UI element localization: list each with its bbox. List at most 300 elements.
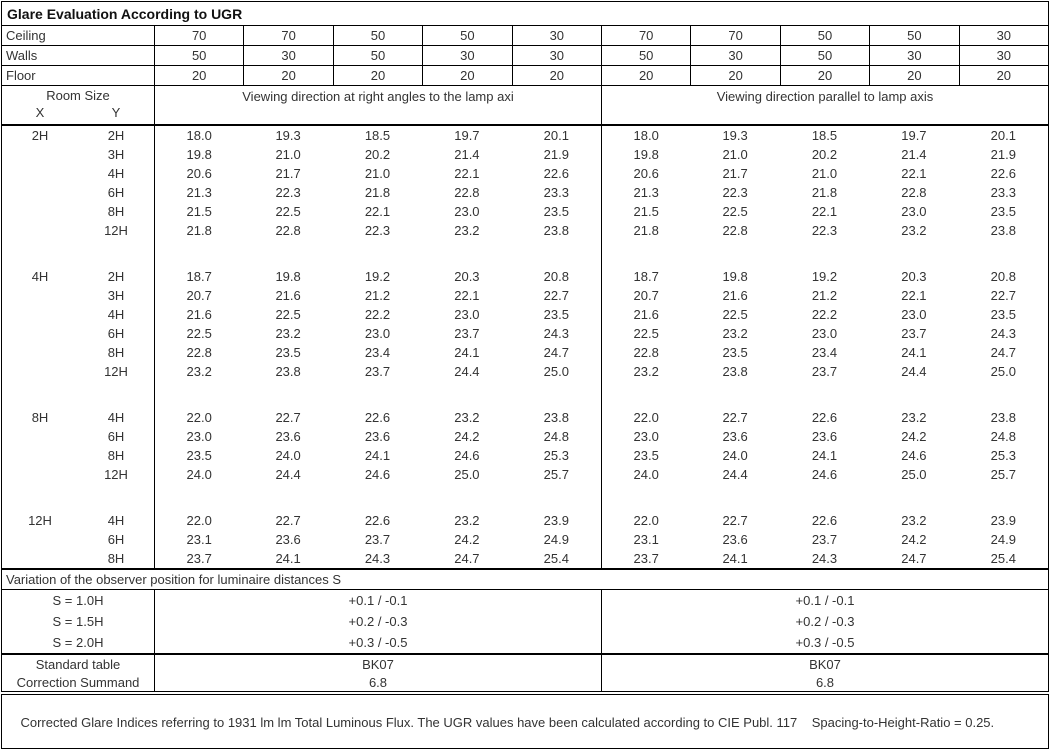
ugr-value: 23.5 xyxy=(543,204,569,219)
ugr-value: 20.3 xyxy=(454,269,480,284)
ugr-value: 22.8 xyxy=(901,185,927,200)
ugr-value: 23.8 xyxy=(722,364,748,379)
ugr-value: 22.8 xyxy=(154,343,243,362)
ugr-table-row xyxy=(2,164,1048,183)
room-x-label xyxy=(2,549,78,568)
viewing-direction-parallel-label: Viewing direction parallel to lamp axis xyxy=(601,86,1048,124)
ugr-value: 22.6 xyxy=(364,513,391,528)
ugr-value: 23.7 xyxy=(154,549,243,568)
ugr-value: 21.2 xyxy=(364,288,391,303)
ugr-value: 23.7 xyxy=(601,549,690,568)
ugr-value: 24.0 xyxy=(601,465,690,484)
room-size-label: Room Size xyxy=(46,88,110,103)
ugr-value: 23.5 xyxy=(154,446,243,465)
ugr-value: 21.0 xyxy=(364,166,391,181)
ugr-value: 23.0 xyxy=(154,427,243,446)
variation-row-item xyxy=(2,611,1048,632)
ugr-value: 22.3 xyxy=(811,223,838,238)
variation-title: Variation of the observer position for luminaire distances S xyxy=(6,572,342,587)
room-y-label: 4H xyxy=(107,166,125,181)
ugr-table-row xyxy=(2,465,1048,484)
ugr-value: 23.2 xyxy=(454,223,480,238)
ugr-value: 22.1 xyxy=(901,166,927,181)
reflectance-value: 30 xyxy=(690,46,779,65)
room-x-label xyxy=(2,305,78,324)
ugr-value: 23.6 xyxy=(364,429,391,444)
ugr-value: 24.7 xyxy=(454,551,480,566)
ugr-value: 21.2 xyxy=(811,288,838,303)
reflectance-value: 50 xyxy=(333,26,422,45)
room-y-label: 8H xyxy=(107,345,125,360)
reflectance-value: 30 xyxy=(422,46,511,65)
room-x-label xyxy=(2,324,78,343)
room-x-label xyxy=(2,427,78,446)
room-y-label: 8H xyxy=(107,551,125,566)
ugr-value: 24.8 xyxy=(990,429,1016,444)
ugr-value: 23.8 xyxy=(543,223,569,238)
surface-label: Ceiling xyxy=(6,28,46,43)
ugr-value: 19.8 xyxy=(601,145,690,164)
ugr-value: 23.2 xyxy=(901,410,927,425)
ugr-value: 19.7 xyxy=(454,128,480,143)
room-x-label xyxy=(2,286,78,305)
reflectance-value: 20 xyxy=(780,66,869,85)
ugr-value: 22.7 xyxy=(275,410,301,425)
variation-row-item xyxy=(2,632,1048,653)
room-x-label xyxy=(2,446,78,465)
ugr-value: 24.1 xyxy=(901,345,927,360)
room-size-header-cell xyxy=(2,86,154,124)
ugr-value: 24.7 xyxy=(543,345,569,360)
ugr-value: 19.2 xyxy=(811,269,838,284)
ugr-value: 23.7 xyxy=(454,326,480,341)
ugr-value: 22.0 xyxy=(601,511,690,530)
ugr-value: 24.6 xyxy=(901,448,927,463)
ugr-value: 22.5 xyxy=(601,324,690,343)
ugr-table-row xyxy=(2,427,1048,446)
ugr-value: 22.0 xyxy=(154,408,243,427)
ugr-value: 24.1 xyxy=(364,448,391,463)
surface-label: Floor xyxy=(6,68,36,83)
ugr-value: 22.7 xyxy=(543,288,569,303)
ugr-value: 21.6 xyxy=(275,288,301,303)
variation-title-row xyxy=(2,568,1048,590)
ugr-value: 25.3 xyxy=(990,448,1016,463)
room-y-label: 6H xyxy=(107,429,125,444)
reflectance-value: 30 xyxy=(243,46,332,65)
ugr-value: 23.2 xyxy=(454,410,480,425)
reflectance-section xyxy=(2,26,1048,86)
ugr-value: 24.8 xyxy=(543,429,569,444)
footer-note xyxy=(1,694,1049,749)
reflectance-value: 20 xyxy=(333,66,422,85)
ugr-value: 22.2 xyxy=(364,307,391,322)
ugr-value: 22.3 xyxy=(364,223,391,238)
reflectance-value: 70 xyxy=(154,26,243,45)
ugr-value: 23.5 xyxy=(543,307,569,322)
ugr-value: 21.6 xyxy=(601,305,690,324)
ugr-value: 24.0 xyxy=(275,448,301,463)
reflectance-value: 20 xyxy=(959,66,1048,85)
ugr-value: 21.8 xyxy=(601,221,690,240)
ugr-value: 23.0 xyxy=(901,204,927,219)
ugr-value: 21.8 xyxy=(811,185,838,200)
table-title: Glare Evaluation According to UGR xyxy=(7,5,243,22)
reflectance-value: 50 xyxy=(601,46,690,65)
ugr-value: 23.2 xyxy=(154,362,243,381)
ugr-value: 18.0 xyxy=(601,126,690,145)
summary-label: Correction Summand xyxy=(16,674,140,690)
ugr-value: 18.0 xyxy=(154,126,243,145)
gap-label-spacer xyxy=(2,484,154,511)
ugr-table-row xyxy=(2,305,1048,324)
ugr-value: 23.8 xyxy=(543,410,569,425)
ugr-table-row xyxy=(2,126,1048,145)
ugr-value: 21.8 xyxy=(364,185,391,200)
ugr-value: 21.6 xyxy=(154,305,243,324)
room-x-label: 2H xyxy=(31,128,49,143)
ugr-value: 22.7 xyxy=(722,410,748,425)
ugr-value: 25.0 xyxy=(454,467,480,482)
ugr-value: 23.0 xyxy=(601,427,690,446)
gap-right-half xyxy=(601,381,1048,408)
ugr-value: 23.1 xyxy=(601,530,690,549)
ugr-value: 25.0 xyxy=(990,364,1016,379)
ugr-value: 23.2 xyxy=(601,362,690,381)
room-x-label xyxy=(2,362,78,381)
ugr-value: 23.0 xyxy=(364,326,391,341)
reflectance-row xyxy=(2,46,1048,66)
ugr-value: 24.4 xyxy=(275,467,301,482)
ugr-table-row xyxy=(2,267,1048,286)
ugr-value: 24.1 xyxy=(722,551,748,566)
ugr-value: 21.3 xyxy=(601,183,690,202)
reflectance-value: 50 xyxy=(780,46,869,65)
summary-value-right: BK07 xyxy=(601,655,1048,673)
summary-value-left: 6.8 xyxy=(154,673,601,691)
room-x-label xyxy=(2,465,78,484)
gap-left-half xyxy=(154,484,601,511)
ugr-value: 25.4 xyxy=(990,551,1016,566)
gap-left-half xyxy=(154,240,601,267)
ugr-value: 22.8 xyxy=(722,223,748,238)
ugr-value: 25.0 xyxy=(901,467,927,482)
ugr-value: 23.5 xyxy=(601,446,690,465)
reflectance-row xyxy=(2,26,1048,46)
ugr-value: 21.5 xyxy=(601,202,690,221)
ugr-value: 19.2 xyxy=(364,269,391,284)
ugr-value: 23.2 xyxy=(454,513,480,528)
ugr-value: 24.9 xyxy=(543,532,569,547)
ugr-value: 23.5 xyxy=(275,345,301,360)
ugr-value: 20.3 xyxy=(901,269,927,284)
reflectance-value: 20 xyxy=(601,66,690,85)
ugr-table-row xyxy=(2,511,1048,530)
ugr-value: 24.2 xyxy=(901,429,927,444)
ugr-value: 21.7 xyxy=(722,166,748,181)
ugr-value: 22.1 xyxy=(454,288,480,303)
room-x-label xyxy=(2,343,78,362)
ugr-value: 24.0 xyxy=(154,465,243,484)
room-y-label: 12H xyxy=(104,467,128,482)
gap-left-half xyxy=(154,381,601,408)
ugr-value: 23.6 xyxy=(722,532,748,547)
ugr-value: 19.3 xyxy=(275,128,301,143)
xy-labels xyxy=(2,105,154,120)
ugr-value: 19.7 xyxy=(901,128,927,143)
ugr-value: 22.1 xyxy=(454,166,480,181)
room-x-label xyxy=(2,221,78,240)
ugr-value: 23.7 xyxy=(364,364,391,379)
room-y-label: 2H xyxy=(107,128,125,143)
ugr-table-row xyxy=(2,286,1048,305)
block-gap-row xyxy=(2,381,1048,408)
ugr-value: 22.5 xyxy=(275,307,301,322)
ugr-value: 20.8 xyxy=(990,269,1016,284)
ugr-value: 20.7 xyxy=(154,286,243,305)
ugr-value: 25.7 xyxy=(543,467,569,482)
ugr-value: 24.7 xyxy=(901,551,927,566)
ugr-value: 24.0 xyxy=(722,448,748,463)
ugr-value: 22.6 xyxy=(543,166,569,181)
s-distance-label: S = 2.0H xyxy=(52,635,104,650)
room-y-label: 12H xyxy=(104,223,128,238)
ugr-value: 21.4 xyxy=(901,147,927,162)
ugr-value: 23.5 xyxy=(990,204,1016,219)
reflectance-value: 50 xyxy=(869,26,958,45)
ugr-table-row xyxy=(2,324,1048,343)
reflectance-value: 50 xyxy=(154,46,243,65)
ugr-value: 22.0 xyxy=(154,511,243,530)
ugr-value: 22.1 xyxy=(364,204,391,219)
room-y-label: 6H xyxy=(107,326,125,341)
ugr-value: 22.6 xyxy=(811,513,838,528)
reflectance-value: 30 xyxy=(869,46,958,65)
ugr-value: 22.7 xyxy=(990,288,1016,303)
ugr-value: 22.8 xyxy=(601,343,690,362)
summary-row-item xyxy=(2,673,1048,691)
ugr-value: 23.9 xyxy=(990,513,1016,528)
x-column-label: X xyxy=(35,105,45,120)
footer-note-text: Corrected Glare Indices referring to 1931 lm lm Total Luminous Flux. The UGR values have been calculated according to CIE Publ. 117 Spacing-to-Height-Ratio = 0.25. xyxy=(20,715,995,730)
ugr-value: 22.1 xyxy=(811,204,838,219)
ugr-value: 24.4 xyxy=(454,364,480,379)
ugr-value: 19.8 xyxy=(154,145,243,164)
room-y-label: 4H xyxy=(107,410,125,425)
variation-row-item xyxy=(2,590,1048,611)
ugr-value: 22.5 xyxy=(722,204,748,219)
reflectance-value: 30 xyxy=(512,26,601,45)
ugr-value: 24.6 xyxy=(454,448,480,463)
column-header-row xyxy=(2,86,1048,126)
ugr-value: 23.0 xyxy=(454,204,480,219)
reflectance-row xyxy=(2,66,1048,86)
ugr-value: 23.7 xyxy=(364,532,391,547)
ugr-value: 21.4 xyxy=(454,147,480,162)
ugr-value: 22.0 xyxy=(601,408,690,427)
glare-evaluation-table xyxy=(1,1,1049,692)
ugr-value: 22.7 xyxy=(722,513,748,528)
ugr-value: 21.0 xyxy=(722,147,748,162)
ugr-value: 23.7 xyxy=(901,326,927,341)
ugr-value: 23.2 xyxy=(901,223,927,238)
variation-values-section xyxy=(2,590,1048,653)
ugr-value: 23.3 xyxy=(990,185,1016,200)
ugr-value: 24.6 xyxy=(811,467,838,482)
ugr-value: 24.3 xyxy=(990,326,1016,341)
reflectance-value: 50 xyxy=(780,26,869,45)
ugr-value: 23.8 xyxy=(990,410,1016,425)
ugr-value: 20.6 xyxy=(601,164,690,183)
ugr-value: 23.0 xyxy=(454,307,480,322)
variation-value-left: +0.1 / -0.1 xyxy=(154,590,601,611)
viewing-direction-right-angles-label: Viewing direction at right angles to the lamp axi xyxy=(154,86,601,124)
ugr-value: 20.1 xyxy=(990,128,1016,143)
ugr-value: 21.5 xyxy=(154,202,243,221)
ugr-value: 20.7 xyxy=(601,286,690,305)
ugr-value: 22.7 xyxy=(275,513,301,528)
variation-value-right: +0.3 / -0.5 xyxy=(601,632,1048,653)
ugr-value: 23.6 xyxy=(275,429,301,444)
ugr-table-row xyxy=(2,145,1048,164)
ugr-value: 22.6 xyxy=(811,410,838,425)
ugr-value: 24.1 xyxy=(811,448,838,463)
ugr-table-row xyxy=(2,408,1048,427)
reflectance-value: 20 xyxy=(422,66,511,85)
gap-label-spacer xyxy=(2,381,154,408)
reflectance-value: 20 xyxy=(690,66,779,85)
ugr-table-row xyxy=(2,202,1048,221)
ugr-value: 22.5 xyxy=(722,307,748,322)
reflectance-value: 50 xyxy=(333,46,422,65)
block-gap-row xyxy=(2,240,1048,267)
ugr-value: 21.3 xyxy=(154,183,243,202)
ugr-value: 18.5 xyxy=(364,128,391,143)
gap-right-half xyxy=(601,484,1048,511)
room-x-label xyxy=(2,530,78,549)
room-y-label: 4H xyxy=(107,307,125,322)
ugr-table-row xyxy=(2,446,1048,465)
ugr-value: 24.3 xyxy=(364,551,391,566)
ugr-value: 23.7 xyxy=(811,364,838,379)
room-x-label: 4H xyxy=(31,269,49,284)
ugr-value: 20.1 xyxy=(543,128,569,143)
ugr-table-row xyxy=(2,549,1048,568)
ugr-value: 18.5 xyxy=(811,128,838,143)
ugr-value: 20.2 xyxy=(364,147,391,162)
ugr-value: 18.7 xyxy=(601,267,690,286)
room-y-label: 3H xyxy=(107,147,125,162)
ugr-value: 24.3 xyxy=(543,326,569,341)
ugr-value: 23.9 xyxy=(543,513,569,528)
y-column-label: Y xyxy=(111,105,121,120)
ugr-value: 21.7 xyxy=(275,166,301,181)
ugr-value: 19.8 xyxy=(275,269,301,284)
surface-label: Walls xyxy=(6,48,38,63)
ugr-value: 24.3 xyxy=(811,551,838,566)
table-title-row xyxy=(2,2,1048,26)
s-distance-label: S = 1.5H xyxy=(52,614,104,629)
ugr-value: 21.6 xyxy=(722,288,748,303)
variation-value-right: +0.1 / -0.1 xyxy=(601,590,1048,611)
ugr-table-row xyxy=(2,343,1048,362)
ugr-value: 23.6 xyxy=(811,429,838,444)
ugr-value: 23.6 xyxy=(722,429,748,444)
ugr-table-row xyxy=(2,183,1048,202)
room-x-label: 12H xyxy=(28,513,52,528)
ugr-value: 22.3 xyxy=(275,185,301,200)
reflectance-value: 50 xyxy=(422,26,511,45)
ugr-value: 19.3 xyxy=(722,128,748,143)
reflectance-value: 20 xyxy=(512,66,601,85)
ugr-value: 20.2 xyxy=(811,147,838,162)
ugr-value: 22.8 xyxy=(454,185,480,200)
ugr-value: 22.6 xyxy=(990,166,1016,181)
room-y-label: 8H xyxy=(107,204,125,219)
ugr-value: 24.2 xyxy=(454,429,480,444)
ugr-value: 25.7 xyxy=(990,467,1016,482)
ugr-value: 23.6 xyxy=(275,532,301,547)
reflectance-value: 70 xyxy=(690,26,779,45)
ugr-value: 23.8 xyxy=(275,364,301,379)
ugr-value: 22.3 xyxy=(722,185,748,200)
room-y-label: 2H xyxy=(107,269,125,284)
ugr-value: 23.4 xyxy=(364,345,391,360)
ugr-value: 22.2 xyxy=(811,307,838,322)
ugr-value: 24.1 xyxy=(454,345,480,360)
ugr-value: 23.2 xyxy=(275,326,301,341)
ugr-value: 20.6 xyxy=(154,164,243,183)
room-y-label: 6H xyxy=(107,185,125,200)
reflectance-value: 70 xyxy=(243,26,332,45)
ugr-values-section xyxy=(2,126,1048,568)
reflectance-value: 20 xyxy=(154,66,243,85)
ugr-value: 23.7 xyxy=(811,532,838,547)
ugr-value: 21.9 xyxy=(990,147,1016,162)
summary-value-right: 6.8 xyxy=(601,673,1048,691)
ugr-table-row xyxy=(2,221,1048,240)
ugr-value: 22.1 xyxy=(901,288,927,303)
ugr-value: 24.9 xyxy=(990,532,1016,547)
room-x-label xyxy=(2,145,78,164)
ugr-value: 21.0 xyxy=(811,166,838,181)
variation-value-left: +0.3 / -0.5 xyxy=(154,632,601,653)
summary-value-left: BK07 xyxy=(154,655,601,673)
room-x-label: 8H xyxy=(31,410,49,425)
ugr-value: 24.4 xyxy=(722,467,748,482)
reflectance-value: 30 xyxy=(512,46,601,65)
ugr-value: 23.5 xyxy=(722,345,748,360)
room-x-label xyxy=(2,183,78,202)
ugr-value: 24.7 xyxy=(990,345,1016,360)
room-y-label: 4H xyxy=(107,513,125,528)
ugr-value: 23.1 xyxy=(154,530,243,549)
reflectance-value: 30 xyxy=(959,26,1048,45)
ugr-value: 23.2 xyxy=(722,326,748,341)
ugr-value: 22.8 xyxy=(275,223,301,238)
ugr-value: 24.4 xyxy=(901,364,927,379)
room-y-label: 8H xyxy=(107,448,125,463)
ugr-value: 21.0 xyxy=(275,147,301,162)
ugr-value: 23.0 xyxy=(811,326,838,341)
ugr-value: 21.9 xyxy=(543,147,569,162)
ugr-value: 22.5 xyxy=(275,204,301,219)
ugr-value: 24.2 xyxy=(454,532,480,547)
ugr-value: 18.7 xyxy=(154,267,243,286)
gap-right-half xyxy=(601,240,1048,267)
reflectance-value: 70 xyxy=(601,26,690,45)
room-x-label xyxy=(2,202,78,221)
